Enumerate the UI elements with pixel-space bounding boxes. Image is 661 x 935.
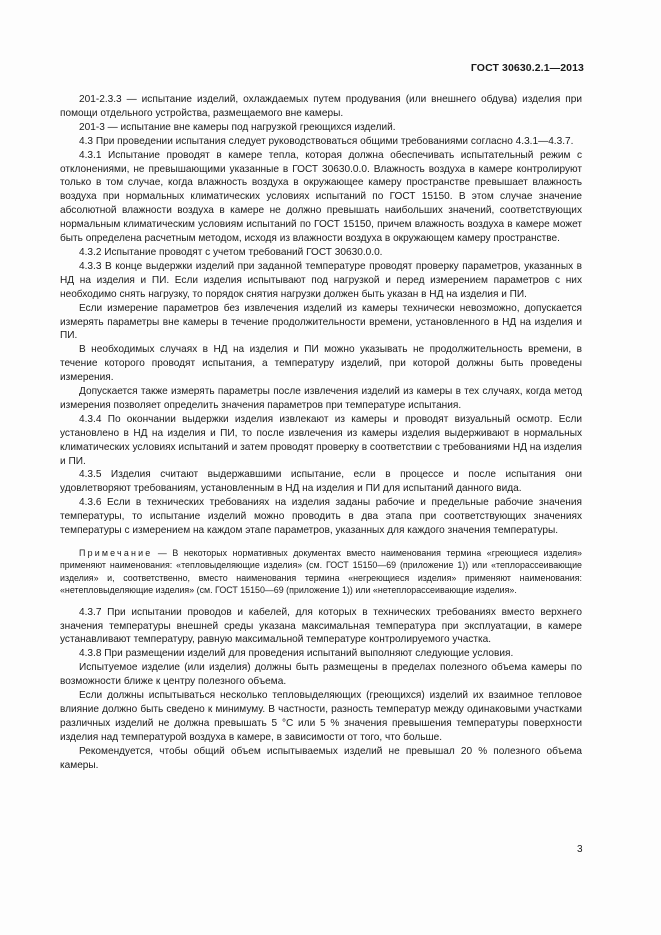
paragraph: 4.3.3 В конце выдержки изделий при заданной температуре проводят проверку параметров, указанных в НД на изделия и ПИ. Если изделия испытывают под нагрузкой и перед измерением параметров с них необходимо снять нагрузку, то порядок снятия нагрузки должен быть указан в НД на изделия и ПИ. [60,260,582,300]
page-number: 3 [577,844,583,855]
paragraph: 4.3.1 Испытание проводят в камере тепла, которая должна обеспечивать испытательный режим с отклонениями, не превышающими указанные в ГОСТ 30630.0.0. Влажность воздуха в камере контролируют только в том случае, когда влажность воздуха в окружающее камеру пространстве превышает влажность воздуха при нормальных климатических условиях испытаний по ГОСТ 15150. В этом случае значение абсолютной влажности воздуха в камере не должно превышать наибольших значений, соответствующих нормальным климатическим условиям испытаний по ГОСТ 15150, причем влажность воздуха в камере может быть определена расчетным методом, исходя из влажности воздуха в окружающем камеру пространстве. [60,149,582,245]
paragraph: Если должны испытываться несколько тепловыделяющих (греющихся) изделий их взаимное тепловое влияние должно быть сведено к минимуму. В частности, разность температур между одинаковыми участками различных изделий не должна превышать 5 °C или 5 % значения превышения температуры поверхности изделия над температурой воздуха в камере, в зависимости от того, что больше. [60,690,582,743]
paragraph: Испытуемое изделие (или изделия) должны быть размещены в пределах полезного объема камеры по возможности ближе к центру полезного объема. [60,662,582,688]
note-text: — В некоторых нормативных документах вместо наименования термина «греющиеся изделия» применяют наименования: «тепловыделяющие изделия» (см. ГОСТ 15150—69 (приложение 1)) или «теплорассеивающие изделия» и, соответственно, вместо наименования термина «негреющиеся изделия» применяют наименования: «нетепловыделяющие изделия» (см. ГОСТ 15150—69 (приложение 1)) или «нетеплорассеивающие изделия». [60,548,582,596]
paragraph: Допускается также измерять параметры после извлечения изделий из камеры в тех случаях, когда метод измерения позволяет определить значения параметров при температуре испытания. [60,386,582,411]
paragraph: 4.3.6 Если в технических требованиях на изделия заданы рабочие и предельные рабочие значения температуры, то испытание изделий можно проводить в два этапа при соответствующих значениях температуры с измерением на каждом этапе параметров, указанных для каждого значения температуры. [60,497,582,537]
document-code-header: ГОСТ 30630.2.1—2013 [470,62,584,74]
document-body [60,93,582,773]
paragraph: 4.3.5 Изделия считают выдержавшими испытание, если в процессе и после испытания они удовлетворяют требованиям, установленным в НД на изделия и ПИ для испытаний данного вида. [60,469,582,495]
paragraph: 4.3.4 По окончании выдержки изделия извлекают из камеры и проводят визуальный осмотр. Если установлено в НД на изделия и ПИ, то после извлечения из камеры изделия выдерживают в нормальных климатических условиях испытаний и затем проводят проверку в соответствии с требованиями НД на изделия и ПИ. [60,413,582,467]
paragraph: Если измерение параметров без извлечения изделий из камеры технически невозможно, допускается измерять параметры вне камеры в течение продолжительности времени, установленного в НД на изделия и ПИ. [60,302,582,342]
paragraph: 4.3.8 При размещении изделий для проведения испытаний выполняют следующие условия. [79,648,514,660]
paragraph: 4.3 При проведении испытания следует руководствоваться общими требованиями согласно 4.3.1—4.3.7. [79,135,574,147]
paragraph: 201-2.3.3 — испытание изделий, охлаждаемых путем продувания (или внешнего обдува) изделия при помощи отдельного устройства, размещаемого вне камеры. [60,94,582,119]
note [60,547,582,597]
paragraph: 4.3.7 При испытании проводов и кабелей, для которых в технических требованиях вместо верхнего значения температуры внешней среды указана максимальная температура при эксплуатации, в камере устанавливают температуру, равную максимальной температуре контролируемого участка. [60,606,582,646]
paragraph: 201-3 — испытание вне камеры под нагрузкой греющихся изделий. [79,121,396,133]
paragraph: В необходимых случаях в НД на изделия и ПИ можно указывать не продолжительность времени, в течение которого проводят испытания, а температуру изделий, при которой должны быть проведены измерения. [60,344,582,384]
note-label: Примечание [79,548,153,558]
paragraph: Рекомендуется, чтобы общий объем испытываемых изделий не превышал 20 % полезного объема камеры. [60,745,582,771]
paragraph: 4.3.2 Испытание проводят с учетом требований ГОСТ 30630.0.0. [79,246,383,258]
